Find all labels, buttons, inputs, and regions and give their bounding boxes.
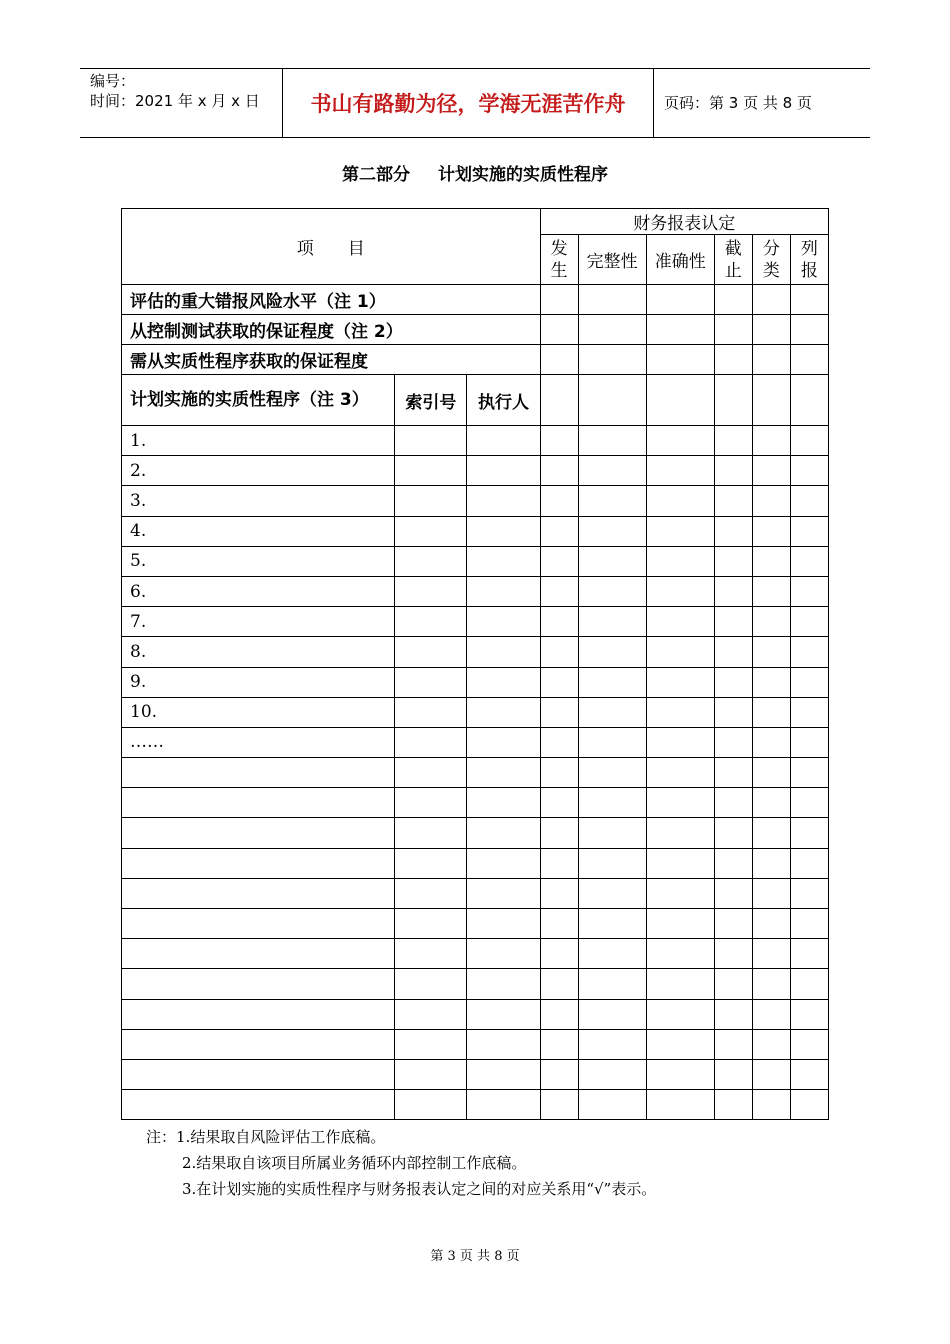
table-cell [540, 697, 578, 727]
table-cell [578, 909, 646, 939]
table-row [122, 939, 829, 969]
procedure-cell [122, 758, 395, 788]
table-row [122, 818, 829, 848]
table-cell [790, 878, 828, 908]
table-cell [714, 788, 752, 818]
assertion-accuracy: 准确性 [646, 235, 714, 285]
procedure-cell [122, 1090, 395, 1120]
table-cell [578, 607, 646, 637]
procedure-cell [122, 939, 395, 969]
assertions-header: 财务报表认定 [540, 209, 828, 235]
table-cell [578, 667, 646, 697]
time-label: 时间：2021 年 x 月 x 日 [90, 92, 260, 110]
table-row [122, 426, 829, 456]
table-row [122, 697, 829, 727]
table-row [122, 1090, 829, 1120]
table-cell [752, 969, 790, 999]
table-cell [578, 456, 646, 486]
table-cell [467, 1090, 540, 1120]
section-name: 计划实施的实质性程序 [438, 165, 608, 185]
table-cell [646, 999, 714, 1029]
table-cell [467, 456, 540, 486]
table-cell [714, 1059, 752, 1089]
table-row [122, 878, 829, 908]
table-cell [467, 697, 540, 727]
table-cell [395, 969, 467, 999]
table-cell [395, 939, 467, 969]
table-row [122, 1029, 829, 1059]
table-cell [467, 516, 540, 546]
table-cell [578, 788, 646, 818]
table-cell [752, 1090, 790, 1120]
table-cell [578, 878, 646, 908]
table-cell [752, 727, 790, 757]
procedure-number: 6. [122, 576, 395, 606]
table-cell [395, 546, 467, 576]
table-cell [790, 1029, 828, 1059]
table-cell [578, 637, 646, 667]
table-cell [790, 426, 828, 456]
table-cell [790, 576, 828, 606]
table-row [122, 788, 829, 818]
table-cell [395, 607, 467, 637]
table-cell [540, 878, 578, 908]
table-cell [540, 576, 578, 606]
executor-label: 执行人 [467, 375, 540, 426]
table-cell [467, 818, 540, 848]
table-cell [578, 818, 646, 848]
table-cell [395, 999, 467, 1029]
table-cell [752, 1059, 790, 1089]
table-cell [752, 758, 790, 788]
index-label: 索引号 [395, 375, 467, 426]
table-cell [578, 486, 646, 516]
procedure-number: 5. [122, 546, 395, 576]
table-cell [540, 969, 578, 999]
table-cell [395, 1090, 467, 1120]
table-cell [540, 667, 578, 697]
table-cell [467, 1029, 540, 1059]
table-cell [646, 546, 714, 576]
table-cell [395, 727, 467, 757]
page-footer: 第 3 页 共 8 页 [430, 1249, 520, 1264]
table-cell [790, 727, 828, 757]
table-cell [395, 637, 467, 667]
table-cell [714, 576, 752, 606]
procedure-cell [122, 1029, 395, 1059]
table-cell [646, 969, 714, 999]
note-1: 1.结果取自风险评估工作底稿。 [176, 1128, 386, 1146]
table-cell [646, 848, 714, 878]
table-cell [467, 939, 540, 969]
table-cell [467, 607, 540, 637]
table-cell [578, 999, 646, 1029]
procedure-cell [122, 818, 395, 848]
table-cell [395, 1059, 467, 1089]
table-cell [540, 758, 578, 788]
procedure-cell [122, 969, 395, 999]
procedure-number: 9. [122, 667, 395, 697]
assertion-occurrence: 发 生 [540, 235, 578, 285]
table-cell [752, 939, 790, 969]
table-cell [578, 697, 646, 727]
table-cell [646, 456, 714, 486]
table-row [122, 999, 829, 1029]
table-cell [540, 1090, 578, 1120]
table-cell [790, 546, 828, 576]
table-cell [467, 637, 540, 667]
table-cell [790, 486, 828, 516]
table-cell [395, 516, 467, 546]
plan-label: 计划实施的实质性程序（注 3） [122, 375, 395, 426]
table-cell [646, 516, 714, 546]
table-cell [752, 667, 790, 697]
table-cell [540, 456, 578, 486]
table-cell [467, 576, 540, 606]
notes-prefix: 注： [146, 1128, 177, 1146]
table-cell [540, 1059, 578, 1089]
table-cell [578, 939, 646, 969]
table-cell [467, 486, 540, 516]
table-cell [467, 426, 540, 456]
procedure-cell [122, 848, 395, 878]
table-cell [578, 516, 646, 546]
table-row [122, 576, 829, 606]
table-cell [540, 637, 578, 667]
table-cell [578, 426, 646, 456]
row-risk-level: 评估的重大错报风险水平（注 1） [122, 285, 541, 315]
table-cell [714, 999, 752, 1029]
table-cell [395, 576, 467, 606]
table-cell [540, 788, 578, 818]
table-cell [714, 727, 752, 757]
procedure-cell [122, 878, 395, 908]
table-cell [646, 667, 714, 697]
table-cell [578, 576, 646, 606]
table-cell [790, 788, 828, 818]
table-cell [467, 909, 540, 939]
table-row [122, 637, 829, 667]
header-left-cell [80, 69, 282, 137]
table-row [122, 758, 829, 788]
table-row [122, 909, 829, 939]
table-cell [790, 1059, 828, 1089]
table-cell [790, 456, 828, 486]
table-cell [790, 909, 828, 939]
table-cell [395, 667, 467, 697]
table-cell [646, 939, 714, 969]
table-cell [540, 516, 578, 546]
table-cell [395, 788, 467, 818]
table-cell [578, 1090, 646, 1120]
table-cell [752, 426, 790, 456]
procedure-cell [122, 999, 395, 1029]
table-cell [714, 1090, 752, 1120]
procedure-number: 7. [122, 607, 395, 637]
assertion-classification: 分 类 [752, 235, 790, 285]
table-cell [790, 516, 828, 546]
table-cell [540, 999, 578, 1029]
table-cell [790, 697, 828, 727]
table-cell [714, 969, 752, 999]
table-cell [395, 697, 467, 727]
table-cell [395, 878, 467, 908]
table-cell [646, 426, 714, 456]
table-cell [714, 486, 752, 516]
procedure-cell [122, 788, 395, 818]
table-cell [714, 546, 752, 576]
table-cell [578, 727, 646, 757]
table-cell [714, 667, 752, 697]
procedure-number: 2. [122, 456, 395, 486]
table-cell [752, 1029, 790, 1059]
table-cell [646, 909, 714, 939]
table-cell [790, 758, 828, 788]
section-part: 第二部分 [342, 165, 410, 185]
table-cell [540, 848, 578, 878]
table-cell [646, 878, 714, 908]
page-header [80, 68, 870, 138]
table-cell [714, 516, 752, 546]
table-cell [646, 788, 714, 818]
table-cell [752, 878, 790, 908]
assertion-completeness: 完整性 [578, 235, 646, 285]
table-row [122, 456, 829, 486]
table-cell [714, 878, 752, 908]
table-cell [540, 818, 578, 848]
table-cell [790, 818, 828, 848]
table-cell [467, 788, 540, 818]
table-cell [714, 697, 752, 727]
table-cell [714, 637, 752, 667]
table-cell [714, 426, 752, 456]
table-cell [752, 848, 790, 878]
table-row [122, 969, 829, 999]
table-cell [790, 1090, 828, 1120]
table-cell [467, 1059, 540, 1089]
section-title [0, 160, 950, 185]
item-header: 项 目 [122, 209, 541, 285]
table-cell [790, 607, 828, 637]
procedure-cell [122, 909, 395, 939]
note-3: 3.在计划实施的实质性程序与财务报表认定之间的对应关系用“√”表示。 [182, 1180, 657, 1198]
table-cell [752, 516, 790, 546]
table-cell [790, 637, 828, 667]
table-cell [752, 607, 790, 637]
table-cell [646, 727, 714, 757]
procedure-number: …… [122, 727, 395, 757]
table-cell [790, 999, 828, 1029]
table-cell [540, 727, 578, 757]
table-cell [578, 969, 646, 999]
table-cell [467, 667, 540, 697]
table-cell [646, 697, 714, 727]
table-cell [752, 546, 790, 576]
table-cell [646, 1059, 714, 1089]
table-row [122, 516, 829, 546]
table-cell [714, 456, 752, 486]
table-cell [646, 637, 714, 667]
table-cell [714, 818, 752, 848]
table-cell [752, 788, 790, 818]
table-cell [752, 486, 790, 516]
table-cell [752, 818, 790, 848]
table-cell [467, 546, 540, 576]
table-row [122, 607, 829, 637]
table-cell [646, 576, 714, 606]
table-row [122, 667, 829, 697]
table-cell [752, 909, 790, 939]
table-cell [467, 878, 540, 908]
table-cell [395, 848, 467, 878]
procedure-cell [122, 1059, 395, 1089]
table-cell [790, 848, 828, 878]
table-cell [395, 818, 467, 848]
table-cell [467, 999, 540, 1029]
table-cell [646, 1029, 714, 1059]
procedure-number: 8. [122, 637, 395, 667]
header-motto-cell [282, 69, 654, 137]
page-code: 页码：第 3 页 共 8 页 [664, 94, 812, 112]
table-cell [395, 758, 467, 788]
table-cell [467, 848, 540, 878]
table-cell [714, 607, 752, 637]
row-control-assurance: 从控制测试获取的保证程度（注 2） [122, 315, 541, 345]
table-cell [467, 969, 540, 999]
table-cell [540, 486, 578, 516]
table-cell [752, 576, 790, 606]
table-row [122, 486, 829, 516]
row-substantive-assurance: 需从实质性程序获取的保证程度 [122, 345, 541, 375]
table-cell [752, 637, 790, 667]
table-cell [578, 1059, 646, 1089]
table-row [122, 727, 829, 757]
table-cell [646, 1090, 714, 1120]
note-2: 2.结果取自该项目所属业务循环内部控制工作底稿。 [182, 1154, 527, 1172]
table-cell [714, 1029, 752, 1059]
table-cell [467, 758, 540, 788]
table-cell [790, 969, 828, 999]
table-cell [540, 426, 578, 456]
table-cell [395, 426, 467, 456]
table-cell [714, 758, 752, 788]
table-cell [540, 909, 578, 939]
table-cell [646, 486, 714, 516]
table-cell [578, 848, 646, 878]
table-row [122, 1059, 829, 1089]
notes [146, 1124, 656, 1202]
table-cell [540, 607, 578, 637]
table-cell [540, 546, 578, 576]
table-cell [646, 758, 714, 788]
table-cell [395, 909, 467, 939]
table-cell [646, 607, 714, 637]
table-cell [467, 727, 540, 757]
substantive-procedures-table [121, 208, 829, 1120]
table-cell [714, 909, 752, 939]
header-page-cell [654, 69, 870, 137]
table-cell [752, 999, 790, 1029]
table-cell [578, 546, 646, 576]
motto: 书山有路勤为径，学海无涯苦作舟 [310, 92, 626, 116]
assertion-presentation: 列 报 [790, 235, 828, 285]
procedure-number: 4. [122, 516, 395, 546]
table-cell [395, 1029, 467, 1059]
table-cell [714, 939, 752, 969]
table-cell [752, 697, 790, 727]
table-cell [395, 456, 467, 486]
table-cell [790, 939, 828, 969]
assertion-cutoff: 截 止 [714, 235, 752, 285]
table-cell [646, 818, 714, 848]
table-cell [540, 1029, 578, 1059]
procedure-number: 3. [122, 486, 395, 516]
table-cell [790, 667, 828, 697]
procedure-number: 10. [122, 697, 395, 727]
procedure-number: 1. [122, 426, 395, 456]
table-cell [714, 848, 752, 878]
table-cell [578, 1029, 646, 1059]
serial-label: 编号： [90, 72, 136, 90]
table-row [122, 848, 829, 878]
table-cell [752, 456, 790, 486]
table-cell [540, 939, 578, 969]
table-row [122, 546, 829, 576]
table-cell [395, 486, 467, 516]
table-cell [578, 758, 646, 788]
